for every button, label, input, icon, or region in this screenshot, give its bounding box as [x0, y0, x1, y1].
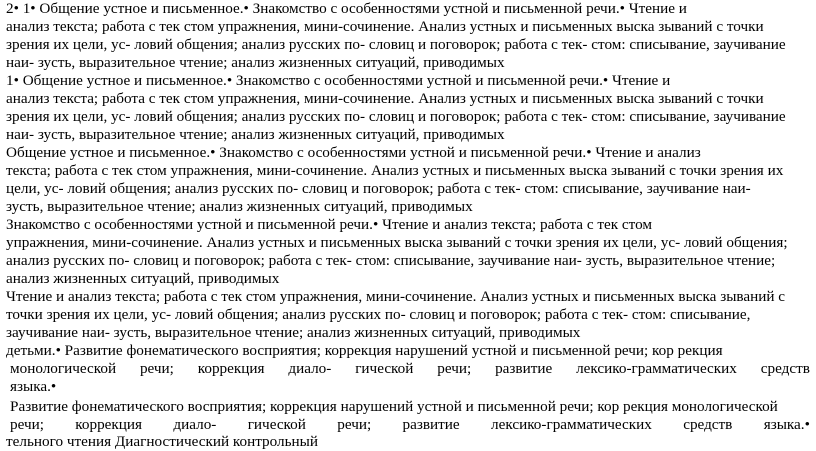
text-line-3: зрения их цели, ус- ловий общения; анализ русских по- словиц и поговорок; работа с тек- стом: списывание, заучивание: [6, 36, 786, 53]
word: развитие: [402, 416, 460, 433]
text-line-20: детьми.• Развитие фонематического восприятия; коррекция нарушений устной и письменной речи; кор рекция: [6, 342, 723, 359]
text-line-7: зрения их цели, ус- ловий общения; анализ русских по- словиц и поговорок; работа с тек- стом: списывание, заучивание: [6, 108, 786, 125]
word: гической: [247, 416, 306, 433]
text-line-yazyka: языка.•: [10, 378, 57, 395]
text-line-14: упражнения, мини-сочинение. Анализ устных и письменных выска зываний с точки зрения их цели, ус- ловий общения;: [6, 234, 788, 251]
text-line-2: анализ текста; работа с тек стом упражнения, мини-сочинение. Анализ устных и письменных выска зываний с точки: [6, 18, 764, 35]
word: коррекция: [197, 360, 265, 377]
text-line-17: Чтение и анализ текста; работа с тек стом упражнения, мини-сочинение. Анализ устных и письменных выска зываний с: [6, 288, 786, 305]
text-line-5: 1• Общение устное и письменное.• Знакомство с особенностями устной и письменной речи.• Чтение и: [6, 72, 671, 89]
word: диало-: [173, 416, 217, 433]
word: диало-: [288, 360, 332, 377]
text-line-last: тельного чтения Диагностический контрольный: [6, 433, 318, 450]
text-line-19: заучивание наи- зусть, выразительное чтение; анализ жизненных ситуаций, приводимых: [6, 324, 581, 341]
text-line-15: анализ русских по- словиц и поговорок; работа с тек- стом: списывание, заучивание наи- зусть, выразительное чтение;: [6, 252, 776, 269]
word: речи;: [337, 416, 372, 433]
text-line-4: наи- зусть, выразительное чтение; анализ жизненных ситуаций, приводимых: [6, 54, 505, 71]
word: лексико-грамматических: [491, 416, 652, 433]
justified-line-2: [10, 416, 810, 434]
text-line-11: цели, ус- ловий общения; анализ русских по- словиц и поговорок; работа с тек- стом: списывание, заучивание наи-: [6, 180, 751, 197]
word: средств: [683, 416, 733, 433]
word: коррекция: [75, 416, 143, 433]
word: речи;: [10, 416, 44, 433]
word: монологической: [10, 360, 117, 377]
word: речи;: [139, 360, 174, 377]
word: языка.•: [763, 416, 810, 433]
text-line-8: наи- зусть, выразительное чтение; анализ жизненных ситуаций, приводимых: [6, 126, 505, 143]
text-line-9: Общение устное и письменное.• Знакомство с особенностями устной и письменной речи.• Чтение и анализ: [6, 144, 701, 161]
word: средств: [760, 360, 810, 377]
text-line-12: зусть, выразительное чтение; анализ жизненных ситуаций, приводимых: [6, 198, 473, 215]
text-line-18: точки зрения их цели, ус- ловий общения; анализ русских по- словиц и поговорок; работа с тек- стом: списывание,: [6, 306, 751, 323]
word: развитие: [495, 360, 553, 377]
justified-line-1: [10, 360, 810, 378]
text-line-16: анализ жизненных ситуаций, приводимых: [6, 270, 280, 287]
text-line-1: 2• 1• Общение устное и письменное.• Знакомство с особенностями устной и письменной речи.• Чтение и: [6, 0, 687, 17]
text-line-10: текста; работа с тек стом упражнения, мини-сочинение. Анализ устных и письменных выска зываний с точки зрения их: [6, 162, 784, 179]
word: лексико-грамматических: [576, 360, 737, 377]
text-line-22: Развитие фонематического восприятия; коррекция нарушений устной и письменной речи; кор рекция монологической: [10, 398, 778, 415]
word: речи;: [437, 360, 472, 377]
text-line-6: анализ текста; работа с тек стом упражнения, мини-сочинение. Анализ устных и письменных выска зываний с точки: [6, 90, 764, 107]
word: гической: [355, 360, 414, 377]
text-line-13: Знакомство с особенностями устной и письменной речи.• Чтение и анализ текста; работа с тек стом: [6, 216, 653, 233]
